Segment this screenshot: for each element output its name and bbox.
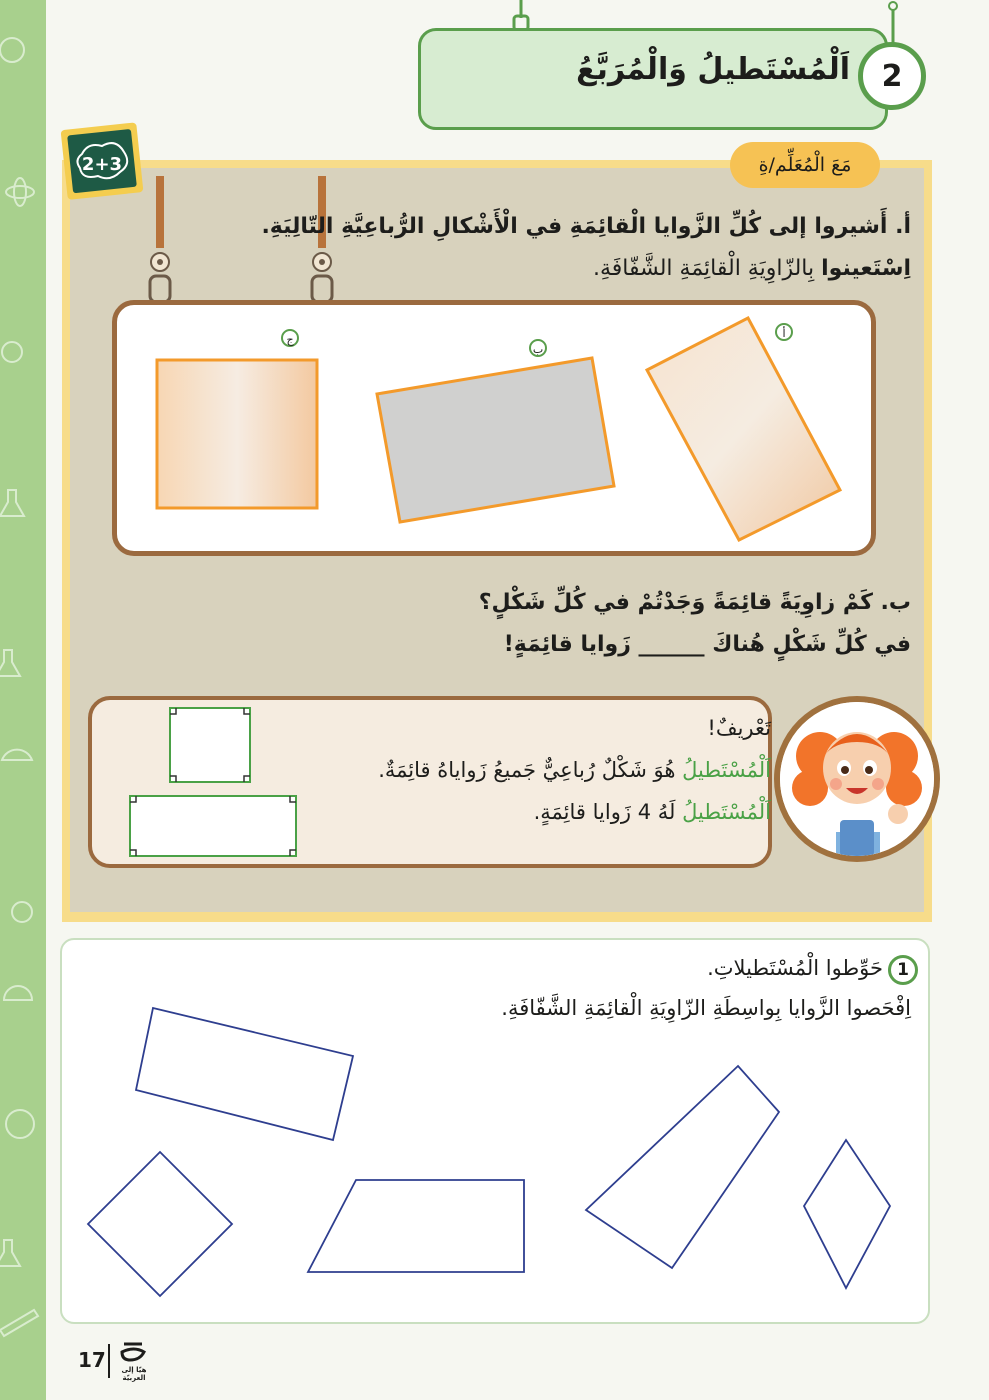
girl-character-icon xyxy=(774,696,940,862)
question-b-line2: في كُلِّ شَكْلٍ هُناكَ ______ زَوايا قائِمَةٍ! xyxy=(503,632,911,657)
question-a-rest: بِالزّاوِيَةِ الْقائِمَةِ الشَّفّافَةِ. xyxy=(592,256,822,281)
exercise-shape-square xyxy=(88,1152,232,1296)
publisher-logo-text: هيّا إلى العربيّة xyxy=(121,1366,147,1382)
with-teacher-label: مَعَ الْمُعَلِّم/ةِ xyxy=(730,142,880,188)
example-rectangle xyxy=(130,796,296,856)
definition-term: اَلْمُسْتَطيلُ xyxy=(682,758,771,782)
rectangle-examples xyxy=(126,704,306,860)
exercise-shapes xyxy=(60,938,930,1324)
side-decoration-strip xyxy=(0,0,46,1400)
shape-a xyxy=(647,318,840,540)
page-number: 17 xyxy=(78,1348,106,1372)
exercise-shape-rectangle-2 xyxy=(586,1066,779,1268)
question-b-line1: ب. كَمْ زاوِيَةً قائِمَةً وَجَدْتُمْ في كُلِّ شَكْلٍ؟ xyxy=(478,590,911,615)
lesson-title: اَلْمُسْتَطيلُ وَالْمُرَبَّعُ xyxy=(576,52,850,87)
lesson-number: 2 xyxy=(858,42,926,110)
board-strap-right xyxy=(308,176,338,306)
shape-b-label: ب xyxy=(532,343,544,356)
exercise-shape-trapezoid xyxy=(308,1180,524,1272)
definition-term-2: اَلْمُسْتَطيلُ xyxy=(682,800,771,824)
chalkboard-icon xyxy=(60,118,146,204)
exercise-number: 1 xyxy=(888,955,918,985)
question-a-line1: أ. أَشيروا إلى كُلِّ الزَّوايا الْقائِمَةِ في الْأَشْكالِ الرُّباعِيَّةِ التّالِيَةِ. xyxy=(261,214,911,239)
definition-line2: اَلْمُسْتَطيلُ لَهُ 4 زَوايا قائِمَةٍ. xyxy=(533,800,771,824)
question-a-line2 xyxy=(593,256,911,281)
science-doodles-icon xyxy=(0,0,46,1400)
badge-text: 2+3 xyxy=(81,154,123,175)
shape-b xyxy=(377,358,614,522)
definition-line1: اَلْمُسْتَطيلُ هُوَ شَكْلٌ رُباعِيٌّ جَميعُ زَواياهُ قائِمَةٌ. xyxy=(378,758,771,782)
question-a-verb: اِسْتَعينوا xyxy=(821,256,911,281)
exercise-shape-rhombus xyxy=(804,1140,890,1288)
board-strap-left xyxy=(146,176,176,306)
definition-heading: تَعْريفٌ! xyxy=(707,716,771,740)
exercise-line2: اِفْحَصوا الزَّوايا بِواسِطَةِ الزّاوِيَةِ الْقائِمَةِ الشَّفّافَةِ. xyxy=(501,996,911,1020)
shape-c xyxy=(157,360,317,508)
quadrilateral-shapes xyxy=(112,300,876,556)
exercise-shape-rectangle-1 xyxy=(136,1008,353,1140)
shape-c-label: ج xyxy=(286,333,294,346)
exercise-line1: حَوِّطوا الْمُسْتَطيلاتِ. xyxy=(707,956,883,980)
shape-a-label: أ xyxy=(782,327,786,340)
footer-separator xyxy=(108,1344,110,1378)
example-square xyxy=(170,708,250,782)
